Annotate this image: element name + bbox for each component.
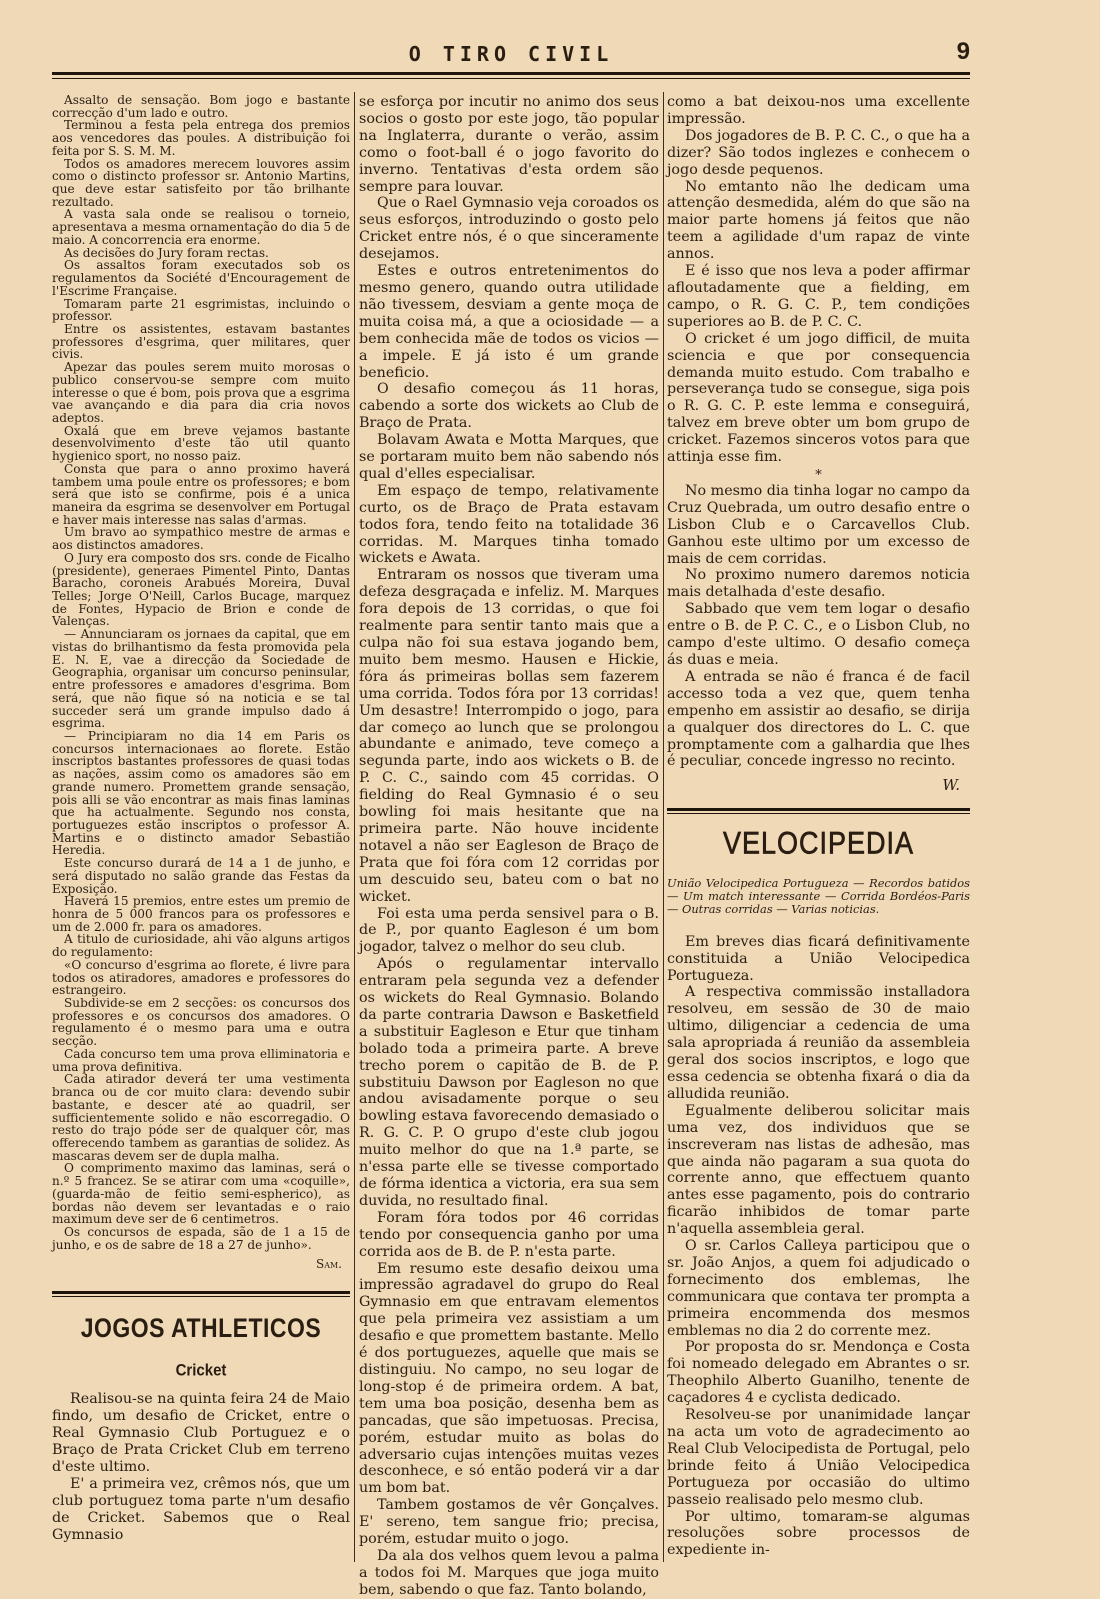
paragraph: Todos os amadores merecem louvores assim como o distincto professor sr. Antonio Martins, que deve estar satisfeito por tão brilhante rezultado.: [52, 156, 350, 209]
paragraph: Egualmente deliberou solicitar mais uma vez, dos individuos que se inscreveram nas listas de adhesão, mas que ainda não pagaram a sua quota do corrente anno, que effectuem quanto antes esse pagamento, pois do contrario ficarão inhibidos de tomar parte n'aquella assembleia geral.: [667, 1102, 970, 1238]
paragraph: Oxalá que em breve vejamos bastante desenvolvimento d'este tão util quanto hygienico sport, no nosso paiz.: [52, 423, 350, 464]
paragraph: Bolavam Awata e Motta Marques, que se portaram muito bem não sabendo nós qual d'elles especialisar.: [359, 432, 659, 482]
paragraph: Consta que para o anno proximo haverá tambem uma poule entre os professores; e bom será que isto se confirme, pois é a unica maneira da esgrima se desenvolver em Portugal e haver mais interesse nas salas d'armas.: [52, 461, 350, 527]
paragraph: Resolveu-se por unanimidade lançar na acta um voto de agradecimento ao Real Club Velocipedista de Portugal, pelo brinde feito á União Velocipedica Portugueza por occasião do ultimo passeio realisado pelo mesmo club.: [667, 1407, 970, 1508]
paragraph: Cada atirador deverá ter uma vestimenta branca ou de cor muito clara: devendo subir bastante, e descer até ao quadril, ser sufficientemente solido e não escorregadio. O resto do trajo póde ser de qualquer côr, mas offerecendo tambem as garantias de solidez. As mascaras devem ser de dupla malha.: [52, 1072, 350, 1163]
cricket-article-end: [667, 94, 970, 794]
paragraph: Os concursos de espada, são de 1 a 15 de junho, e os de sabre de 18 a 27 de junho».: [52, 1224, 350, 1252]
paragraph: Haverá 15 premios, entre estes um premio de honra de 5 000 francos para os professores e um de 2.000 fr. para os amadores.: [52, 894, 350, 934]
paragraph: se esforça por incutir no animo dos seus socios o gosto por este jogo, tão popular na Inglaterra, durante o verão, assim como o foot-ball é o jogo favorito do inverno. Tentativas d'esta ordem são sempre para louvar.: [359, 94, 659, 195]
paragraph: «O concurso d'esgrima ao florete, é livre para todos os atiradores, amadores e professores do estrangeiro.: [52, 957, 350, 998]
paragraph: Foram fóra todos por 46 corridas tendo por consequencia ganho por uma corrida aos de B. de P. n'esta parte.: [359, 1209, 659, 1260]
paragraph: Sabbado que vem tem logar o desafio entre o B. de P. C. C., e o Lisbon Club, no campo d'este ultimo. O desafio começa ás duas e meia.: [667, 601, 970, 668]
paragraph: A entrada se não é franca é de facil accesso toda a vez que, quem tenha empenho em assistir ao desafio, se dirija a qualquer dos directores do L. C. que promptamente com a galhardia que lhes é peculiar, concede ingresso no recinto.: [667, 668, 970, 770]
column-2: [359, 94, 659, 1598]
separator-asterisk: *: [815, 467, 822, 483]
paragraph: O cricket é um jogo difficil, de muita sciencia e que por consequencia demanda muito estudo. Com trabalho e perseverança tudo se consegue, siga pois o R. G. C. P. este lemma e conseguirá, talvez em breve obter um bom grupo de cricket. Fazemos sinceros votos para que attinja esse fim.: [667, 330, 970, 466]
column-divider-1: [354, 92, 355, 1562]
section-divider: [52, 1291, 350, 1297]
section-divider: [667, 808, 970, 814]
cricket-article-start: [52, 1391, 350, 1543]
section-rule-thin: [52, 1296, 350, 1297]
paragraph: Tambem gostamos de vêr Gonçalves. E' sereno, tem sangue frio; precisa, porém, estudar muito o jogo.: [359, 1497, 659, 1548]
column-1: [52, 94, 350, 1562]
paragraph: Em espaço de tempo, relativamente curto, os de Braço de Prata estavam todos fora, tendo feito na totalidade 36 corridas. M. Marques tinha tomado wickets e Awata.: [359, 482, 659, 567]
paragraph: Um bravo ao sympathico mestre de armas e aos distinctos amadores.: [52, 525, 350, 553]
paragraph: E é isso que nos leva a poder affirmar afloutadamente que a fielding, em campo, o R. G. C. P., tem condições superiores ao B. de P. C. C.: [667, 263, 970, 330]
paragraph: Entre os assistentes, estavam bastantes professores d'esgrima, quer militares, quer civis.: [52, 321, 350, 362]
paragraph: Por proposta do sr. Mendonça e Costa foi nomeado delegado em Abrantes o sr. Theophilo Alberto Guanilho, tenente de caçadores 4 e cyclista dedicado.: [667, 1339, 970, 1407]
section-subtitle-list: União Velocipedica Portugueza — Recordos batidos — Um match interessante — Corrida Bordéos-Paris — Outras corridas — Varias noticias.: [667, 876, 970, 916]
paragraph: Os assaltos foram executados sob os regulamentos da Société d'Encouragement de l'Escrime Française.: [52, 258, 350, 298]
paragraph: O sr. Carlos Calleya participou que o sr. João Anjos, a quem foi adjudicado o fornecimento dos emblemas, lhe communicara que contava ter prompta a primeira encommenda dos mesmos emblemas no dia 2 do corrente mez.: [667, 1238, 970, 1339]
paragraph: Em resumo este desafio deixou uma impressão agradavel do grupo do Real Gymnasio em que entravam elementos que pela primeira vez assistiam a um desafio e que promettem bastante. Mello é dos portuguezes, aquelle que mais se distinguiu. No campo, no seu logar de long-stop é de primeira ordem. A bat, tem uma boa posição, desenha bem as pancadas, que são impetuosas. Precisa, porém, estudar muito as bolas do adversario cujas intenções muitas vezes desconhece, e só então poderá vir a dar um bom bat.: [359, 1260, 659, 1497]
paragraph: O desafio começou ás 11 horas, cabendo a sorte dos wickets ao Club de Braço de Prata.: [359, 381, 659, 432]
paragraph: Dos jogadores de B. P. C. C., o que ha a dizer? São todos inglezes e conhecem o jogo desde pequenos.: [667, 127, 970, 178]
column-divider-2: [663, 92, 664, 1562]
paragraph: Estes e outros entretenimentos do mesmo genero, quando outra utilidade não tivessem, desviam a gente moça de muita coisa má, a que a ociosidade — a bem conhecida mãe de todos os vicios — a impele. E já isto é um grande beneficio.: [359, 263, 659, 381]
paragraph: como a bat deixou-nos uma excellente impressão.: [667, 94, 970, 127]
paragraph: A respectiva commissão installadora resolveu, em sessão de 30 de maio ultimo, diligenciar a cedencia de uma sala apropriada á reunião da assembleia geral dos socios inscriptos, e logo que essa cedencia se obtenha fixará o dia da alludida reunião.: [667, 984, 970, 1102]
paragraph: Tomaram parte 21 esgrimistas, incluindo o professor.: [52, 296, 350, 324]
section-rule-thick: [52, 1291, 350, 1294]
page-number: 9: [956, 38, 970, 65]
paragraph: No mesmo dia tinha logar no campo da Cruz Quebrada, um outro desafio entre o Lisbon Club e o Carcavellos Club. Ganhou este ultimo por um excesso de mais de cem corridas.: [667, 482, 970, 567]
paragraph: Entraram os nossos que tiveram uma defeza desgraçada e infeliz. M. Marques fora depois de 13 corridas, o que foi realmente para sentir tanto mais que a culpa não foi sua estava jogando bem, muito bem mesmo. Hausen e Hickie, fóra ás primeiras bollas sem fazerem uma corrida. Todos fóra por 13 corridas! Um desastre! Interrompido o jogo, para dar começo ao lunch que se prolongou abundante e animado, teve começo a segunda parte, indo aos wickets o B. de P. C. C., saindo com 45 corridas. O fielding do Real Gymnasio é o seu bowling foi mais hesitante que na primeira parte. Não houve incidente notavel a não ser Eagleson de Braço de Prata que foi fóra com 12 corridas por um descuido seu, bateu com o bat no wicket.: [359, 567, 659, 905]
paragraph: Por ultimo, tomaram-se algumas resoluções sobre processos de expediente in-: [667, 1508, 970, 1559]
author-signature: Sam.: [315, 1257, 342, 1272]
column-3: [667, 94, 970, 1562]
paragraph: A titulo de curiosidade, ahi vão alguns artigos do regulamento:: [52, 932, 350, 960]
paragraph: As decisões do Jury foram rectas.: [64, 245, 269, 260]
paragraph: Foi esta uma perda sensivel para o B. de P., por quanto Eagleson é um bom jogador, talvez o melhor do seu club.: [359, 905, 659, 956]
section-title: JOGOS ATHLETICOS: [80, 1313, 322, 1344]
paragraph: No proximo numero daremos noticia mais detalhada d'este desafio.: [667, 567, 970, 601]
paragraph: Este concurso durará de 14 a 1 de junho, e será disputado no salão grande das Festas da Exposição.: [52, 856, 350, 896]
section-rule-thin: [667, 813, 970, 814]
header-rule-thin: [52, 78, 970, 79]
paragraph: — Principiaram no dia 14 em Paris os concursos internacionaes ao florete. Estão inscriptos bastantes professores de quasi todas as nações, assim como os amadores são em grande numero. Promettem grande sensação, pois alli se vão encontrar as mais finas laminas que ha actualmente. Segundo nos consta, portuguezes estão inscriptos o professor A. Martins e o distincto amador Sebastião Heredia.: [52, 728, 350, 858]
paragraph: — Annunciaram os jornaes da capital, que em vistas do brilhantismo da festa promovida pela E. N. E, vae a direcção da Sociedade de Geographia, organisar um concurso peninsular, entre professores e amadores d'esgrima. Bom será, que não fique só na noticia e se tal succeder será um grande impulso dado á esgrima.: [52, 627, 350, 731]
paragraph: Da ala dos velhos quem levou a palma a todos foi M. Marques que joga muito bem, sabendo o que faz. Tanto bolando,: [359, 1547, 659, 1598]
paragraph: Assalto de sensação. Bom jogo e bastante correcção d'um lado e outro.: [52, 93, 350, 120]
paragraph: Realisou-se na quinta feira 24 de Maio findo, um desafio de Cricket, entre o Real Gymnasio Club Portuguez e o Braço de Prata Cricket Club em terreno d'este ultimo.: [52, 1391, 350, 1476]
paragraph: Apezar das poules serem muito morosas o publico conservou-se sempre com muito interesse o que é bom, pois prova que a esgrima vae avançando e dia para dia cria novos adeptos.: [52, 360, 350, 425]
fencing-article: [52, 94, 350, 1271]
paragraph: No emtanto não lhe dedicam uma attenção desmedida, além do que são na maior parte homens já feitos que não teem a agilidade d'um rapaz de vinte annos.: [667, 178, 970, 263]
newspaper-title: O TIRO CIVIL: [408, 42, 614, 66]
header-rule-thick: [52, 72, 970, 75]
paragraph: A vasta sala onde se realisou o torneio, apresentava a mesma ornamentação do dia 5 de maio. A concorrencia era enorme.: [52, 207, 350, 247]
paragraph: Após o regulamentar intervallo entraram pela segunda vez a defender os wickets do Real Gymnasio. Bolando da parte contraria Dawson e Basketfield a substituir Eagleson e Etur que tinham bolado toda a primeira parte. A breve trecho porem o capitão de B. de P. substituiu Dawson por Eagleson no que andou avisadamente porque o seu bowling estava favorecendo demasiado o R. G. C. P. O grupo d'este club jogou muito melhor do que na 1.ª parte, se n'essa parte elle se tivesse comportado de fórma identica a victoria, era sua sem duvida, no resultado final.: [359, 956, 659, 1209]
paragraph: Cada concurso tem uma prova elliminatoria e uma prova definitiva.: [52, 1046, 350, 1074]
paragraph: E' a primeira vez, crêmos nós, que um club portuguez toma parte n'um desafio de Cricket. Sabemos que o Real Gymnasio: [52, 1475, 350, 1543]
paragraph: Que o Rael Gymnasio veja coroados os seus esforços, introduzindo o gosto pelo Cricket entre nós, é o que sinceramente desejamos.: [359, 195, 659, 263]
author-signature: W.: [942, 776, 960, 795]
paragraph: Terminou a festa pela entrega dos premios aos vencedores das poules. A distribuição foi feita por S. S. M. M.: [52, 118, 350, 158]
paragraph: O Jury era composto dos srs. conde de Ficalho (presidente), generaes Pimentel Pinto, Dantas Baracho, coroneis Arabués Moreira, Duval Telles; Jorge O'Neill, Carlos Bucage, marquez de Fontes, Hypacio de Brion e conde de Valenças.: [52, 550, 350, 629]
subsection-title: Cricket: [175, 1361, 227, 1381]
section-rule-thick: [667, 808, 970, 811]
paragraph: Subdivide-se em 2 secções: os concursos dos professores e os concursos dos amadores. O regulamento é o mesmo para uma e outra secção.: [52, 996, 350, 1049]
paragraph: O comprimento maximo das laminas, será o n.º 5 francez. Se se atirar com uma «coquille», (guarda-mão de feitio semi-espherico), as bordas não devem ser levantadas e o raio maximum deve ser de 6 centimetros.: [52, 1161, 350, 1227]
section-title: VELOCIPEDIA: [722, 826, 915, 861]
paragraph: Em breves dias ficará definitivamente constituida a União Velocipedica Portugueza.: [667, 933, 970, 984]
velocipedia-article: [667, 934, 970, 1560]
